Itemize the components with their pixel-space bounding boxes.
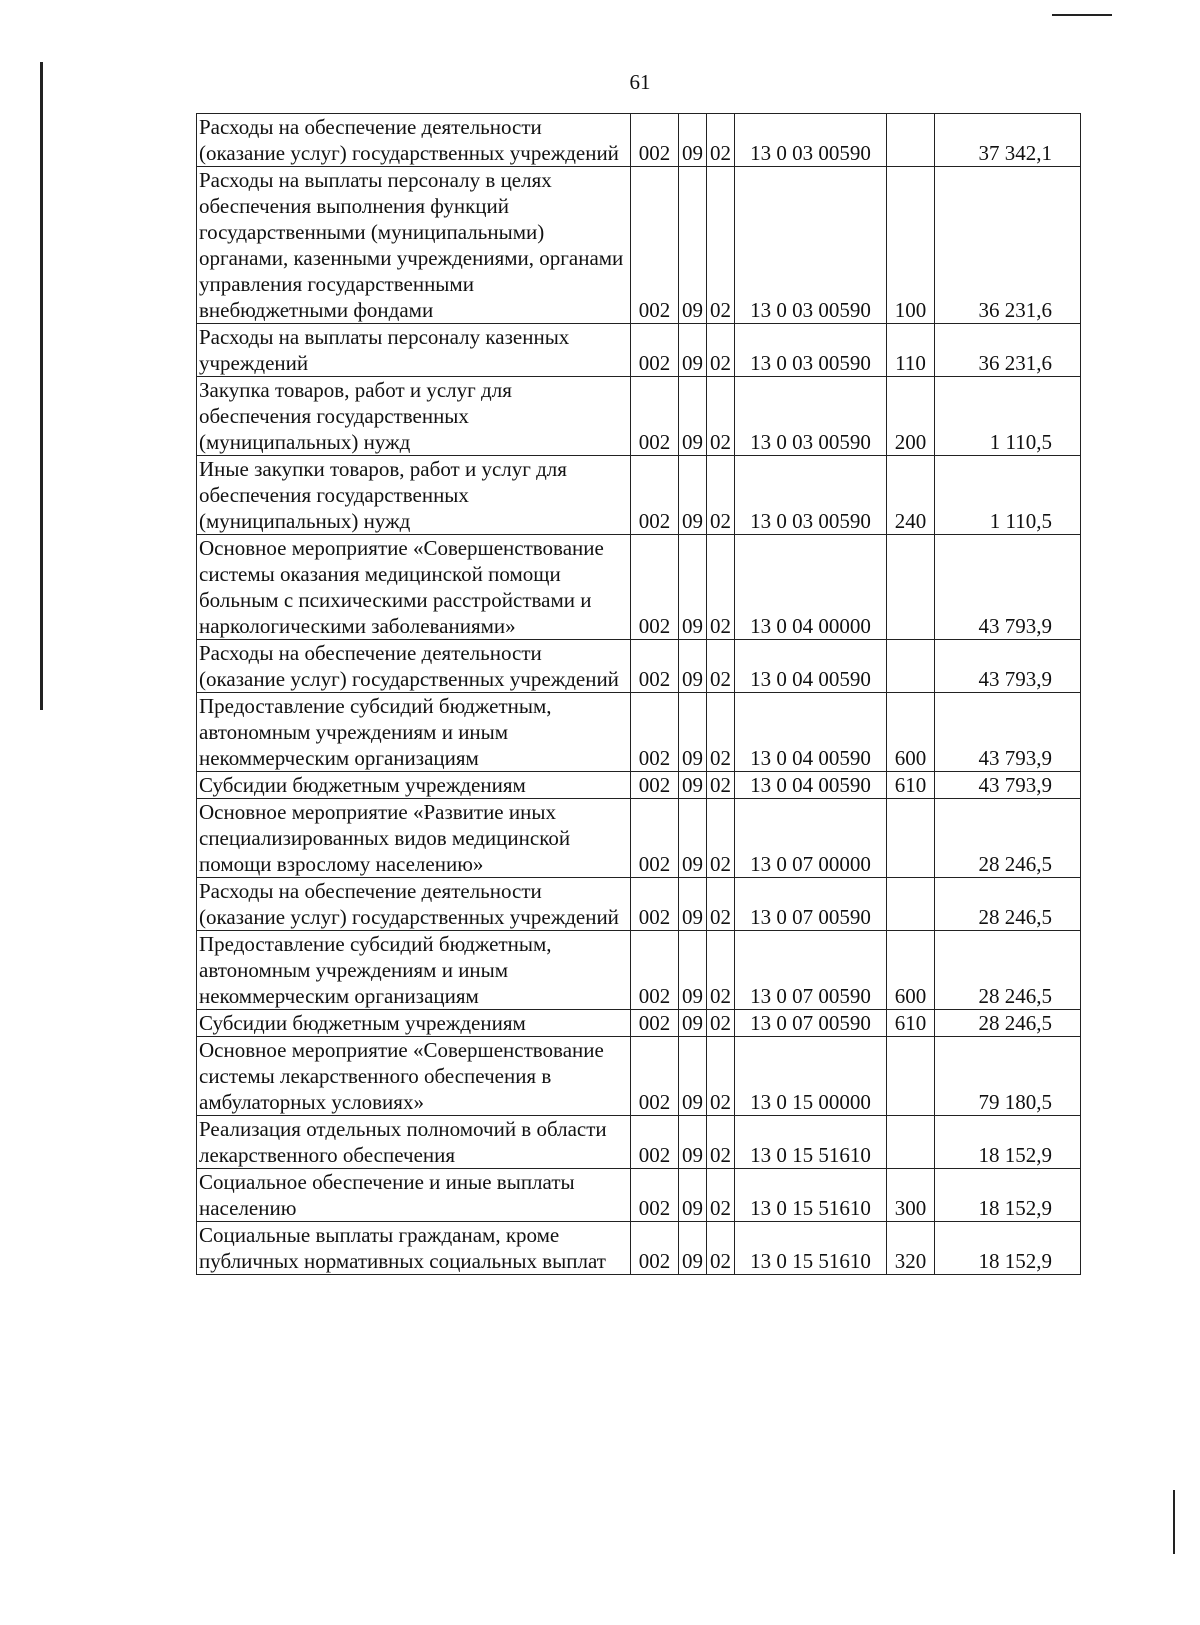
expense-type-code: 320 — [887, 1222, 935, 1275]
expense-name: Основное мероприятие «Совершенствование системы лекарственного обеспечения в амбулаторных условиях» — [197, 1037, 631, 1116]
section-code: 09 — [679, 1116, 707, 1169]
admin-code: 002 — [631, 456, 679, 535]
expense-type-code — [887, 1037, 935, 1116]
amount: 36 231,6 — [935, 324, 1081, 377]
expense-name: Реализация отдельных полномочий в области лекарственного обеспечения — [197, 1116, 631, 1169]
expense-type-code: 610 — [887, 1010, 935, 1037]
amount: 43 793,9 — [935, 772, 1081, 799]
amount: 18 152,9 — [935, 1169, 1081, 1222]
budget-table — [196, 113, 1081, 1275]
subsection-code: 02 — [707, 114, 735, 167]
expense-type-code: 600 — [887, 931, 935, 1010]
section-code: 09 — [679, 772, 707, 799]
subsection-code: 02 — [707, 772, 735, 799]
budget-table-body — [197, 114, 1081, 1275]
expense-type-code — [887, 799, 935, 878]
expense-name: Расходы на обеспечение деятельности (оказание услуг) государственных учреждений — [197, 114, 631, 167]
expense-type-code — [887, 878, 935, 931]
amount: 28 246,5 — [935, 931, 1081, 1010]
scan-margin-line-right — [1173, 1490, 1175, 1554]
expense-type-code: 600 — [887, 693, 935, 772]
target-article-code: 13 0 04 00590 — [735, 693, 887, 772]
expense-type-code — [887, 535, 935, 640]
subsection-code: 02 — [707, 456, 735, 535]
section-code: 09 — [679, 1222, 707, 1275]
section-code: 09 — [679, 1169, 707, 1222]
section-code: 09 — [679, 1037, 707, 1116]
target-article-code: 13 0 03 00590 — [735, 456, 887, 535]
subsection-code: 02 — [707, 1010, 735, 1037]
admin-code: 002 — [631, 114, 679, 167]
subsection-code: 02 — [707, 167, 735, 324]
table-row — [197, 535, 1081, 640]
expense-name: Предоставление субсидий бюджетным, автономным учреждениям и иным некоммерческим организациям — [197, 931, 631, 1010]
amount: 28 246,5 — [935, 878, 1081, 931]
target-article-code: 13 0 15 51610 — [735, 1169, 887, 1222]
section-code: 09 — [679, 114, 707, 167]
expense-type-code: 200 — [887, 377, 935, 456]
amount: 1 110,5 — [935, 377, 1081, 456]
table-row — [197, 878, 1081, 931]
target-article-code: 13 0 07 00000 — [735, 799, 887, 878]
section-code: 09 — [679, 931, 707, 1010]
scan-top-right-stroke — [1052, 14, 1112, 16]
expense-name: Иные закупки товаров, работ и услуг для обеспечения государственных (муниципальных) нужд — [197, 456, 631, 535]
expense-type-code — [887, 1116, 935, 1169]
expense-name: Расходы на выплаты персоналу в целях обеспечения выполнения функций государственными (муниципальными) органами, казенными учреждениями, органами управления государственными внебюджетными фондами — [197, 167, 631, 324]
target-article-code: 13 0 03 00590 — [735, 114, 887, 167]
target-article-code: 13 0 15 51610 — [735, 1222, 887, 1275]
expense-type-code: 100 — [887, 167, 935, 324]
table-row — [197, 114, 1081, 167]
expense-name: Предоставление субсидий бюджетным, автономным учреждениям и иным некоммерческим организациям — [197, 693, 631, 772]
expense-name: Расходы на обеспечение деятельности (оказание услуг) государственных учреждений — [197, 878, 631, 931]
amount: 1 110,5 — [935, 456, 1081, 535]
expense-name: Социальные выплаты гражданам, кроме публичных нормативных социальных выплат — [197, 1222, 631, 1275]
amount: 36 231,6 — [935, 167, 1081, 324]
admin-code: 002 — [631, 167, 679, 324]
table-row — [197, 1116, 1081, 1169]
expense-name: Закупка товаров, работ и услуг для обеспечения государственных (муниципальных) нужд — [197, 377, 631, 456]
expense-name: Основное мероприятие «Совершенствование системы оказания медицинской помощи больным с психическими расстройствами и наркологическими заболеваниями» — [197, 535, 631, 640]
table-row — [197, 1037, 1081, 1116]
section-code: 09 — [679, 640, 707, 693]
target-article-code: 13 0 03 00590 — [735, 377, 887, 456]
table-row — [197, 324, 1081, 377]
subsection-code: 02 — [707, 799, 735, 878]
target-article-code: 13 0 03 00590 — [735, 167, 887, 324]
target-article-code: 13 0 03 00590 — [735, 324, 887, 377]
target-article-code: 13 0 07 00590 — [735, 931, 887, 1010]
amount: 28 246,5 — [935, 799, 1081, 878]
subsection-code: 02 — [707, 535, 735, 640]
section-code: 09 — [679, 799, 707, 878]
amount: 37 342,1 — [935, 114, 1081, 167]
subsection-code: 02 — [707, 377, 735, 456]
admin-code: 002 — [631, 772, 679, 799]
subsection-code: 02 — [707, 1169, 735, 1222]
amount: 43 793,9 — [935, 640, 1081, 693]
expense-type-code: 300 — [887, 1169, 935, 1222]
expense-name: Субсидии бюджетным учреждениям — [197, 772, 631, 799]
table-row — [197, 931, 1081, 1010]
target-article-code: 13 0 04 00590 — [735, 772, 887, 799]
admin-code: 002 — [631, 931, 679, 1010]
expense-name: Социальное обеспечение и иные выплаты населению — [197, 1169, 631, 1222]
subsection-code: 02 — [707, 324, 735, 377]
admin-code: 002 — [631, 693, 679, 772]
table-row — [197, 772, 1081, 799]
section-code: 09 — [679, 693, 707, 772]
admin-code: 002 — [631, 535, 679, 640]
amount: 79 180,5 — [935, 1037, 1081, 1116]
target-article-code: 13 0 07 00590 — [735, 1010, 887, 1037]
table-row — [197, 693, 1081, 772]
subsection-code: 02 — [707, 931, 735, 1010]
table-row — [197, 377, 1081, 456]
amount: 18 152,9 — [935, 1222, 1081, 1275]
section-code: 09 — [679, 1010, 707, 1037]
amount: 43 793,9 — [935, 693, 1081, 772]
section-code: 09 — [679, 535, 707, 640]
admin-code: 002 — [631, 377, 679, 456]
admin-code: 002 — [631, 1169, 679, 1222]
admin-code: 002 — [631, 1116, 679, 1169]
target-article-code: 13 0 07 00590 — [735, 878, 887, 931]
admin-code: 002 — [631, 640, 679, 693]
expense-name: Субсидии бюджетным учреждениям — [197, 1010, 631, 1037]
expense-type-code — [887, 114, 935, 167]
expense-name: Расходы на выплаты персоналу казенных учреждений — [197, 324, 631, 377]
section-code: 09 — [679, 324, 707, 377]
admin-code: 002 — [631, 799, 679, 878]
section-code: 09 — [679, 377, 707, 456]
admin-code: 002 — [631, 324, 679, 377]
admin-code: 002 — [631, 878, 679, 931]
subsection-code: 02 — [707, 1116, 735, 1169]
admin-code: 002 — [631, 1037, 679, 1116]
amount: 43 793,9 — [935, 535, 1081, 640]
subsection-code: 02 — [707, 878, 735, 931]
table-row — [197, 1169, 1081, 1222]
expense-name: Расходы на обеспечение деятельности (оказание услуг) государственных учреждений — [197, 640, 631, 693]
amount: 18 152,9 — [935, 1116, 1081, 1169]
table-row — [197, 640, 1081, 693]
expense-type-code — [887, 640, 935, 693]
expense-name: Основное мероприятие «Развитие иных специализированных видов медицинской помощи взрослому населению» — [197, 799, 631, 878]
expense-type-code: 610 — [887, 772, 935, 799]
expense-type-code: 240 — [887, 456, 935, 535]
expense-type-code: 110 — [887, 324, 935, 377]
subsection-code: 02 — [707, 1037, 735, 1116]
section-code: 09 — [679, 167, 707, 324]
subsection-code: 02 — [707, 640, 735, 693]
scan-margin-line-left — [40, 62, 43, 710]
section-code: 09 — [679, 456, 707, 535]
admin-code: 002 — [631, 1010, 679, 1037]
subsection-code: 02 — [707, 693, 735, 772]
target-article-code: 13 0 15 51610 — [735, 1116, 887, 1169]
table-row — [197, 1010, 1081, 1037]
table-row — [197, 167, 1081, 324]
page-number: 61 — [629, 70, 651, 94]
amount: 28 246,5 — [935, 1010, 1081, 1037]
table-row — [197, 799, 1081, 878]
section-code: 09 — [679, 878, 707, 931]
target-article-code: 13 0 15 00000 — [735, 1037, 887, 1116]
admin-code: 002 — [631, 1222, 679, 1275]
target-article-code: 13 0 04 00000 — [735, 535, 887, 640]
table-row — [197, 1222, 1081, 1275]
subsection-code: 02 — [707, 1222, 735, 1275]
target-article-code: 13 0 04 00590 — [735, 640, 887, 693]
table-row — [197, 456, 1081, 535]
